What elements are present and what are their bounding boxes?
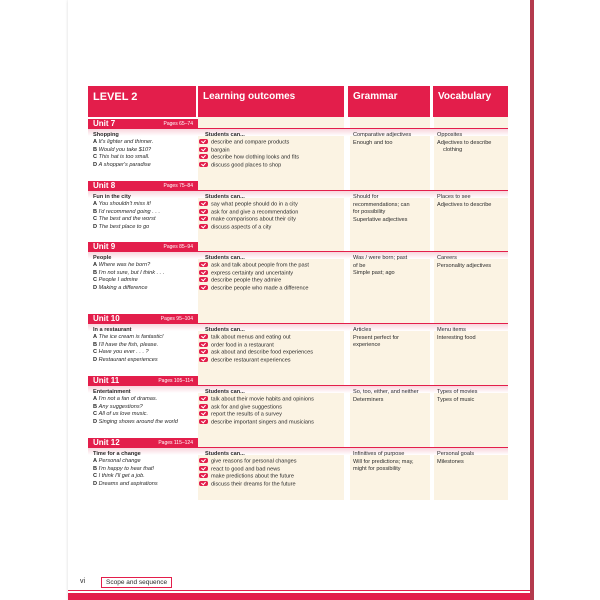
lesson-item	[93, 224, 149, 231]
vocabulary-item: Adjectives to describe	[437, 139, 492, 146]
outcome-item	[199, 473, 294, 481]
students-can-label: Students can...	[205, 194, 245, 200]
students-can-label: Students can...	[205, 389, 245, 395]
unit-pages: Pages 95–104	[160, 316, 193, 322]
grammar-item: might for possibility	[353, 466, 401, 472]
lesson-item	[93, 396, 157, 403]
lesson-letter: C	[93, 154, 98, 160]
outcome-item	[199, 270, 293, 278]
lesson-text: This hat is too small.	[98, 154, 150, 160]
checkbox-icon	[199, 419, 208, 424]
lesson-text: The ice cream is fantastic!	[98, 334, 164, 340]
lesson-text: You shouldn't miss it!	[98, 201, 151, 207]
vocabulary-item: Personal goals	[437, 451, 475, 457]
outcome-item	[199, 201, 298, 209]
unit-header-bar	[88, 314, 198, 324]
outcome-text: react to good and bad news	[211, 466, 281, 472]
grammar-item: Was / were born; past	[353, 255, 408, 261]
outcome-text: describe people who made a difference	[211, 285, 309, 291]
lesson-text: I'm not sure, but I think . . .	[98, 269, 165, 276]
level-header: LEVEL 2	[88, 86, 196, 117]
outcome-item	[199, 458, 297, 466]
vocabulary-header: Vocabulary	[433, 86, 508, 117]
outcome-item	[199, 334, 291, 342]
grammar-item: Present perfect for	[353, 334, 400, 341]
lesson-letter: D	[93, 284, 98, 291]
outcome-item	[199, 466, 280, 474]
outcome-text: discuss good places to shop	[211, 162, 282, 168]
checkbox-icon	[199, 466, 208, 471]
grammar-item: Simple past; ago	[353, 270, 395, 276]
outcome-text: express certainty and uncertainty	[211, 270, 294, 276]
vocabulary-item: Interesting food	[437, 334, 476, 341]
students-can-label: Students can...	[205, 451, 245, 457]
checkbox-icon	[199, 349, 208, 354]
lesson-item	[93, 466, 154, 473]
unit-rule	[198, 251, 508, 252]
unit-title: Unit 8	[93, 181, 116, 190]
lesson-letter: C	[93, 216, 98, 222]
lesson-text: I'd recommend going . . .	[98, 208, 160, 215]
lesson-item	[93, 285, 147, 292]
lesson-text: Dreams and aspirations	[98, 480, 158, 487]
unit-rule	[198, 385, 508, 386]
unit-header-bar	[88, 242, 198, 252]
vocabulary-column-bg	[434, 117, 508, 500]
outcome-item	[199, 277, 281, 285]
outcome-text: ask for and give suggestions	[211, 404, 282, 410]
grammar-item: Should for	[353, 194, 379, 200]
lesson-item	[93, 147, 151, 154]
grammar-item: Comparative adjectives	[353, 132, 412, 138]
checkbox-icon	[199, 277, 208, 282]
checkbox-icon	[199, 216, 208, 221]
lesson-text: People I admire	[98, 277, 138, 283]
unit-header-bar	[88, 438, 198, 448]
lesson-item	[93, 201, 151, 208]
outcome-text: describe important singers and musicians	[211, 419, 314, 425]
outcome-item	[199, 419, 314, 427]
grammar-item: Infinitives of purpose	[353, 451, 405, 457]
lesson-item	[93, 139, 153, 146]
lesson-title: Fun in the city	[93, 194, 131, 200]
page-number: vi	[80, 578, 86, 585]
lesson-title: Shopping	[93, 132, 119, 138]
lesson-item	[93, 419, 178, 426]
unit-title: Unit 9	[93, 242, 116, 251]
outcome-text: describe restaurant experiences	[211, 357, 291, 363]
outcome-item	[199, 342, 274, 350]
lesson-text: I'm happy to hear that!	[98, 465, 155, 472]
outcome-text: ask for and give a recommendation	[211, 209, 299, 215]
lesson-text: Personal change	[98, 458, 141, 464]
lesson-text: Singing shows around the world	[98, 418, 178, 425]
unit-header-bar	[88, 376, 198, 386]
lesson-letter: B	[93, 403, 98, 410]
outcome-item	[199, 209, 298, 217]
outcome-item	[199, 396, 314, 404]
unit-header-bar	[88, 119, 198, 129]
outcome-item	[199, 481, 296, 489]
outcome-item	[199, 216, 296, 224]
lesson-letter: D	[93, 480, 98, 487]
checkbox-icon	[199, 154, 208, 159]
learning-outcomes-column-bg	[198, 117, 344, 500]
checkbox-icon	[199, 224, 208, 229]
outcome-text: report the results of a survey	[211, 411, 282, 418]
lesson-item	[93, 162, 151, 169]
lesson-letter: C	[93, 473, 98, 479]
outcome-text: bargain	[211, 147, 230, 153]
unit-rule	[198, 190, 508, 191]
checkbox-icon	[199, 473, 208, 478]
lesson-title: Time for a change	[93, 451, 141, 457]
lesson-text: The best place to go	[98, 223, 150, 230]
outcome-text: talk about their movie habits and opinions	[211, 396, 314, 403]
lesson-letter: B	[93, 269, 98, 276]
lesson-item	[93, 481, 158, 488]
outcome-item	[199, 154, 299, 162]
lesson-text: I'm not a fan of dramas.	[98, 396, 158, 402]
footer-rule	[68, 590, 530, 591]
lesson-text: I think I'll get a job.	[98, 473, 145, 479]
grammar-item: Superlative adjectives	[353, 216, 408, 223]
lesson-item	[93, 342, 158, 349]
checkbox-icon	[199, 147, 208, 152]
checkbox-icon	[199, 139, 208, 144]
lesson-letter: C	[93, 277, 98, 283]
lesson-item	[93, 404, 143, 411]
grammar-item: Will for predictions; may,	[353, 458, 414, 465]
unit-rule	[198, 128, 508, 129]
unit-rule	[198, 323, 508, 324]
lesson-letter: B	[93, 341, 98, 348]
page-edge	[530, 0, 534, 600]
lesson-item	[93, 209, 160, 216]
lesson-letter: B	[93, 208, 98, 215]
students-can-label: Students can...	[205, 327, 245, 333]
unit-header-bar	[88, 181, 198, 191]
outcome-text: talk about menus and eating out	[211, 334, 291, 341]
checkbox-icon	[199, 162, 208, 167]
outcome-text: discuss their dreams for the future	[211, 481, 296, 487]
lesson-letter: C	[93, 411, 98, 417]
unit-title: Unit 7	[93, 119, 116, 128]
lesson-title: People	[93, 255, 112, 261]
checkbox-icon	[199, 209, 208, 214]
lesson-text: Making a difference	[98, 284, 148, 291]
grammar-item: So, too, either, and neither	[353, 389, 419, 395]
section-tag: Scope and sequence	[101, 577, 172, 588]
lesson-title: Entertainment	[93, 389, 131, 395]
lesson-letter: B	[93, 146, 98, 153]
vocabulary-item: Types of movies	[437, 389, 478, 395]
unit-rule	[198, 447, 508, 448]
lesson-text: I'll have the fish, please.	[98, 341, 159, 348]
vocabulary-item: Careers	[437, 255, 457, 261]
vocabulary-item: Milestones	[437, 458, 464, 465]
outcome-item	[199, 224, 271, 232]
grammar-item: for possibility	[353, 209, 386, 215]
grammar-header: Grammar	[348, 86, 430, 117]
checkbox-icon	[199, 458, 208, 463]
outcome-text: ask and talk about people from the past	[211, 262, 309, 269]
grammar-item: of be	[353, 262, 366, 269]
outcome-text: make predictions about the future	[211, 473, 295, 480]
outcome-item	[199, 411, 282, 419]
outcome-text: discuss aspects of a city	[211, 224, 272, 230]
unit-pages: Pages 85–94	[163, 244, 193, 250]
vocabulary-item: Personality adjectives	[437, 262, 492, 269]
lesson-item	[93, 349, 149, 356]
lesson-letter: D	[93, 223, 98, 230]
lesson-title: In a restaurant	[93, 327, 132, 333]
grammar-item: experience	[353, 342, 381, 348]
unit-title: Unit 11	[93, 376, 120, 385]
outcome-item	[199, 162, 281, 170]
lesson-item	[93, 411, 148, 418]
lesson-item	[93, 277, 138, 284]
unit-pages: Pages 75–84	[163, 183, 193, 189]
lesson-text: The best and the worst	[98, 216, 156, 222]
vocabulary-item: Opposites	[437, 132, 463, 138]
lesson-letter: A	[93, 262, 98, 268]
vocabulary-item: Types of music	[437, 396, 475, 403]
vocabulary-item: Places to see	[437, 194, 471, 200]
grammar-item: recommendations; can	[353, 201, 410, 208]
students-can-label: Students can...	[205, 255, 245, 261]
lesson-letter: A	[93, 139, 98, 145]
outcome-item	[199, 357, 291, 365]
outcome-text: describe people they admire	[211, 277, 282, 284]
vocabulary-item: clothing	[443, 147, 463, 153]
lesson-letter: A	[93, 201, 98, 207]
checkbox-icon	[199, 411, 208, 416]
checkbox-icon	[199, 481, 208, 486]
checkbox-icon	[199, 396, 208, 401]
grammar-column-bg	[350, 117, 430, 500]
outcome-item	[199, 139, 289, 147]
lesson-letter: A	[93, 334, 98, 340]
unit-pages: Pages 65–74	[163, 121, 193, 127]
lesson-text: A shopper's paradise	[98, 161, 151, 168]
checkbox-icon	[199, 285, 208, 290]
lesson-item	[93, 458, 141, 465]
outcome-text: ask about and describe food experiences	[211, 349, 313, 356]
outcome-item	[199, 404, 282, 412]
outcome-text: describe and compare products	[211, 139, 290, 146]
lesson-letter: B	[93, 465, 98, 472]
lesson-letter: A	[93, 396, 98, 402]
lesson-text: Have you ever . . . ?	[98, 349, 149, 355]
lesson-text: Where was he born?	[98, 262, 151, 268]
lesson-item	[93, 216, 156, 223]
lesson-text: Restaurant experiences	[98, 356, 158, 363]
unit-title: Unit 10	[93, 314, 120, 323]
students-can-label: Students can...	[205, 132, 245, 138]
checkbox-icon	[199, 262, 208, 267]
lesson-text: Any suggestions?	[98, 403, 143, 410]
outcome-text: make comparisons about their city	[211, 216, 296, 223]
outcome-item	[199, 262, 309, 270]
lesson-letter: D	[93, 161, 98, 168]
outcome-item	[199, 285, 309, 293]
outcome-text: order food in a restaurant	[211, 342, 274, 348]
lesson-item	[93, 262, 150, 269]
grammar-item: Enough and too	[353, 139, 393, 146]
lesson-text: Would you take $10?	[98, 146, 152, 153]
checkbox-icon	[199, 357, 208, 362]
lesson-item	[93, 154, 150, 161]
lesson-text: It's lighter and thinner.	[98, 139, 154, 145]
lesson-letter: C	[93, 349, 98, 355]
outcome-text: say what people should do in a city	[211, 201, 298, 208]
outcome-text: give reasons for personal changes	[211, 458, 297, 465]
checkbox-icon	[199, 342, 208, 347]
vocabulary-item: Adjectives to describe	[437, 201, 492, 208]
footer-bar	[68, 593, 530, 600]
checkbox-icon	[199, 404, 208, 409]
vocabulary-item: Menu items	[437, 327, 466, 333]
checkbox-icon	[199, 201, 208, 206]
checkbox-icon	[199, 334, 208, 339]
unit-pages: Pages 105–114	[158, 378, 193, 384]
unit-title: Unit 12	[93, 438, 120, 447]
learning-outcomes-header: Learning outcomes	[198, 86, 344, 117]
unit-pages: Pages 115–124	[158, 440, 193, 446]
outcome-item	[199, 349, 313, 357]
lesson-item	[93, 270, 164, 277]
checkbox-icon	[199, 270, 208, 275]
grammar-item: Articles	[353, 327, 372, 333]
lesson-item	[93, 334, 164, 341]
lesson-text: All of us love music.	[98, 411, 149, 417]
grammar-item: Determiners	[353, 396, 384, 403]
lesson-letter: A	[93, 458, 98, 464]
lesson-letter: D	[93, 418, 98, 425]
lesson-item	[93, 357, 158, 364]
lesson-item	[93, 473, 145, 480]
outcome-text: describe how clothing looks and fits	[211, 154, 299, 161]
lesson-letter: D	[93, 356, 98, 363]
